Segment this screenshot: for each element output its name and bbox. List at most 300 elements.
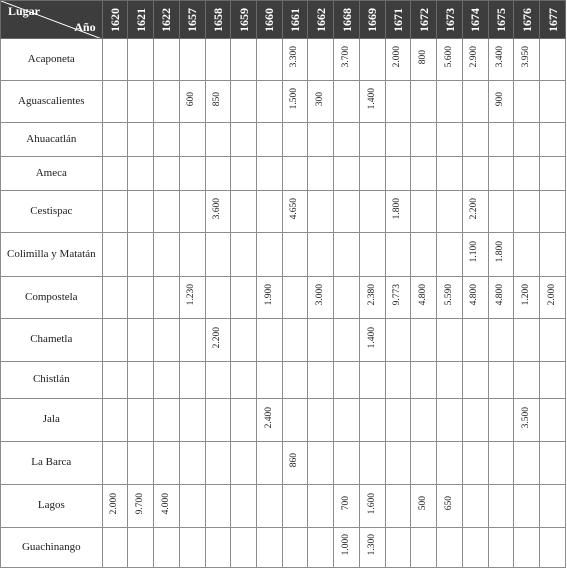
value-cell <box>205 157 231 191</box>
value-cell <box>308 233 334 277</box>
value-cell <box>514 191 540 233</box>
place-cell: Guachinango <box>1 528 103 568</box>
value-cell <box>411 233 437 277</box>
value-cell <box>282 319 308 362</box>
value-cell <box>488 319 514 362</box>
value-text: 2.000 <box>392 46 403 68</box>
value-cell <box>437 157 463 191</box>
value-cell <box>385 277 411 319</box>
value-cell <box>437 528 463 568</box>
value-cell <box>102 442 128 485</box>
value-cell <box>154 191 180 233</box>
value-cell <box>540 123 566 157</box>
value-cell <box>514 277 540 319</box>
value-cell <box>205 123 231 157</box>
value-cell <box>308 81 334 123</box>
year-label: 1676 <box>519 7 534 32</box>
year-label: 1660 <box>262 7 277 32</box>
value-cell <box>282 39 308 81</box>
value-cell <box>231 319 257 362</box>
value-cell <box>334 277 360 319</box>
value-text: 3.600 <box>212 198 223 220</box>
value-cell <box>179 442 205 485</box>
value-text: 2.200 <box>469 198 480 220</box>
corner-header <box>1 1 103 39</box>
value-text: 2.200 <box>212 326 223 349</box>
value-cell <box>488 442 514 485</box>
value-cell <box>257 528 283 568</box>
value-text: 5.600 <box>443 46 454 68</box>
value-text: 1.500 <box>289 88 300 110</box>
value-cell <box>231 233 257 277</box>
year-header <box>282 1 308 39</box>
value-cell <box>179 191 205 233</box>
value-cell <box>437 39 463 81</box>
value-cell <box>488 81 514 123</box>
table-body <box>1 39 566 568</box>
value-cell <box>128 319 154 362</box>
value-cell <box>411 81 437 123</box>
value-cell <box>257 123 283 157</box>
value-text: 5.590 <box>443 284 454 306</box>
value-cell <box>385 528 411 568</box>
year-label: 1657 <box>185 7 200 32</box>
value-cell <box>334 39 360 81</box>
value-cell <box>359 319 385 362</box>
value-text: 860 <box>289 453 300 468</box>
year-header <box>179 1 205 39</box>
value-cell <box>282 123 308 157</box>
value-text: 1.600 <box>366 492 377 515</box>
year-label: 1661 <box>288 7 303 32</box>
place-cell: La Barca <box>1 442 103 485</box>
value-text: 1.800 <box>392 198 403 220</box>
value-cell <box>102 485 128 528</box>
value-cell <box>385 399 411 442</box>
value-cell <box>359 442 385 485</box>
value-cell <box>179 277 205 319</box>
value-cell <box>411 157 437 191</box>
value-cell <box>540 191 566 233</box>
value-cell <box>437 362 463 399</box>
value-cell <box>231 362 257 399</box>
value-cell <box>540 39 566 81</box>
year-header <box>257 1 283 39</box>
value-cell <box>102 157 128 191</box>
value-cell <box>385 191 411 233</box>
year-axis-label: Año <box>74 20 96 34</box>
value-cell <box>282 157 308 191</box>
year-label: 1669 <box>365 7 380 32</box>
value-cell <box>257 277 283 319</box>
place-cell: Chametla <box>1 319 103 362</box>
value-cell <box>334 485 360 528</box>
value-text: 1.000 <box>340 534 351 556</box>
value-cell <box>154 233 180 277</box>
value-cell <box>257 191 283 233</box>
value-cell <box>359 191 385 233</box>
value-cell <box>385 81 411 123</box>
year-label: 1658 <box>210 7 225 32</box>
value-cell <box>102 123 128 157</box>
value-cell <box>514 123 540 157</box>
year-header <box>205 1 231 39</box>
value-cell <box>205 399 231 442</box>
year-header <box>231 1 257 39</box>
value-cell <box>205 191 231 233</box>
value-cell <box>128 362 154 399</box>
year-label: 1677 <box>545 7 560 32</box>
value-cell <box>462 39 488 81</box>
year-label: 1674 <box>468 7 483 32</box>
value-text: 3.400 <box>495 46 506 68</box>
value-cell <box>257 442 283 485</box>
value-cell <box>514 157 540 191</box>
value-cell <box>334 157 360 191</box>
value-cell <box>385 362 411 399</box>
value-cell <box>205 277 231 319</box>
value-cell <box>514 39 540 81</box>
value-cell <box>540 81 566 123</box>
value-cell <box>437 277 463 319</box>
value-text: 2.000 <box>109 492 120 515</box>
value-cell <box>128 233 154 277</box>
value-cell <box>231 123 257 157</box>
value-cell <box>205 233 231 277</box>
value-text: 1.400 <box>366 88 377 110</box>
value-cell <box>462 233 488 277</box>
place-cell: Cestispac <box>1 191 103 233</box>
value-cell <box>205 39 231 81</box>
value-cell <box>514 528 540 568</box>
value-cell <box>257 157 283 191</box>
value-cell <box>540 319 566 362</box>
value-cell <box>488 191 514 233</box>
value-cell <box>488 157 514 191</box>
value-cell <box>179 123 205 157</box>
value-text: 2.400 <box>263 406 274 429</box>
value-cell <box>102 191 128 233</box>
value-cell <box>308 277 334 319</box>
year-label: 1668 <box>339 7 354 32</box>
value-cell <box>488 39 514 81</box>
value-cell <box>179 399 205 442</box>
value-cell <box>514 319 540 362</box>
value-cell <box>540 157 566 191</box>
value-cell <box>334 399 360 442</box>
value-cell <box>154 81 180 123</box>
value-text: 3.000 <box>315 284 326 306</box>
value-cell <box>282 233 308 277</box>
value-cell <box>359 528 385 568</box>
value-cell <box>462 81 488 123</box>
value-cell <box>334 442 360 485</box>
value-text: 3.500 <box>520 406 531 429</box>
value-cell <box>308 39 334 81</box>
value-cell <box>411 277 437 319</box>
year-header <box>308 1 334 39</box>
value-cell <box>411 319 437 362</box>
value-cell <box>102 233 128 277</box>
value-cell <box>462 191 488 233</box>
value-cell <box>128 191 154 233</box>
value-text: 300 <box>315 91 326 107</box>
value-cell <box>257 485 283 528</box>
value-cell <box>437 319 463 362</box>
value-cell <box>488 123 514 157</box>
value-text: 500 <box>418 496 429 511</box>
value-cell <box>102 81 128 123</box>
value-cell <box>179 157 205 191</box>
value-text: 4.800 <box>495 284 506 306</box>
value-cell <box>128 39 154 81</box>
value-cell <box>205 319 231 362</box>
value-cell <box>282 442 308 485</box>
value-cell <box>540 399 566 442</box>
table-row <box>1 528 566 568</box>
place-cell: Ameca <box>1 157 103 191</box>
value-cell <box>154 157 180 191</box>
value-cell <box>102 277 128 319</box>
value-cell <box>462 399 488 442</box>
value-cell <box>359 485 385 528</box>
value-cell <box>102 528 128 568</box>
value-cell <box>128 157 154 191</box>
value-cell <box>257 399 283 442</box>
value-cell <box>179 39 205 81</box>
value-cell <box>462 157 488 191</box>
value-text: 850 <box>212 91 223 107</box>
value-cell <box>102 362 128 399</box>
value-cell <box>385 319 411 362</box>
value-cell <box>462 362 488 399</box>
value-cell <box>308 157 334 191</box>
value-cell <box>437 442 463 485</box>
value-cell <box>308 442 334 485</box>
value-cell <box>359 362 385 399</box>
place-cell: Colimilla y Matatán <box>1 233 103 277</box>
table-row <box>1 39 566 81</box>
value-cell <box>411 399 437 442</box>
value-cell <box>488 528 514 568</box>
value-cell <box>282 277 308 319</box>
value-cell <box>437 399 463 442</box>
value-cell <box>334 81 360 123</box>
value-cell <box>282 399 308 442</box>
header-row <box>1 1 566 39</box>
value-cell <box>334 123 360 157</box>
value-text: 4.800 <box>418 284 429 306</box>
value-cell <box>154 442 180 485</box>
value-cell <box>128 81 154 123</box>
value-cell <box>359 277 385 319</box>
value-text: 9.773 <box>392 284 403 306</box>
value-cell <box>282 81 308 123</box>
value-cell <box>231 39 257 81</box>
value-cell <box>308 191 334 233</box>
value-text: 1.400 <box>366 326 377 349</box>
value-text: 650 <box>443 496 454 511</box>
value-cell <box>540 277 566 319</box>
value-cell <box>462 528 488 568</box>
value-cell <box>334 319 360 362</box>
year-header <box>411 1 437 39</box>
value-cell <box>102 319 128 362</box>
year-label: 1671 <box>391 7 406 32</box>
value-cell <box>308 485 334 528</box>
table-row <box>1 485 566 528</box>
value-cell <box>205 485 231 528</box>
value-cell <box>231 442 257 485</box>
value-cell <box>231 81 257 123</box>
value-cell <box>359 399 385 442</box>
table-row <box>1 233 566 277</box>
value-cell <box>257 233 283 277</box>
place-axis-label: Lugar <box>8 4 41 18</box>
year-header <box>488 1 514 39</box>
value-cell <box>514 81 540 123</box>
value-text: 3.300 <box>289 46 300 68</box>
year-header <box>514 1 540 39</box>
value-cell <box>514 485 540 528</box>
value-cell <box>462 485 488 528</box>
value-cell <box>102 399 128 442</box>
value-cell <box>462 319 488 362</box>
value-cell <box>514 399 540 442</box>
value-cell <box>540 485 566 528</box>
value-cell <box>179 319 205 362</box>
value-cell <box>514 362 540 399</box>
value-cell <box>282 191 308 233</box>
value-cell <box>282 362 308 399</box>
year-header <box>154 1 180 39</box>
value-cell <box>205 362 231 399</box>
value-cell <box>385 485 411 528</box>
table-row <box>1 157 566 191</box>
value-text: 900 <box>495 91 506 107</box>
value-cell <box>385 123 411 157</box>
value-text: 1.200 <box>520 284 531 306</box>
year-header <box>128 1 154 39</box>
value-cell <box>128 277 154 319</box>
value-cell <box>437 485 463 528</box>
value-cell <box>385 39 411 81</box>
value-cell <box>154 123 180 157</box>
value-text: 1.300 <box>366 534 377 556</box>
value-cell <box>359 233 385 277</box>
value-cell <box>359 157 385 191</box>
table-row <box>1 277 566 319</box>
value-cell <box>488 233 514 277</box>
value-cell <box>462 442 488 485</box>
year-label: 1621 <box>133 7 148 32</box>
value-cell <box>462 123 488 157</box>
value-cell <box>257 319 283 362</box>
year-header <box>540 1 566 39</box>
value-cell <box>411 123 437 157</box>
place-cell: Ahuacatlán <box>1 123 103 157</box>
value-cell <box>411 485 437 528</box>
place-cell: Aguascalientes <box>1 81 103 123</box>
value-text: 2.000 <box>546 284 557 306</box>
value-cell <box>179 233 205 277</box>
value-cell <box>308 528 334 568</box>
value-cell <box>540 362 566 399</box>
year-header <box>334 1 360 39</box>
place-cell: Jala <box>1 399 103 442</box>
year-label: 1620 <box>107 7 122 32</box>
value-cell <box>359 39 385 81</box>
year-header <box>462 1 488 39</box>
value-cell <box>334 191 360 233</box>
value-cell <box>308 362 334 399</box>
year-header <box>359 1 385 39</box>
value-cell <box>231 528 257 568</box>
value-cell <box>411 528 437 568</box>
value-cell <box>179 362 205 399</box>
value-cell <box>179 485 205 528</box>
value-cell <box>257 39 283 81</box>
value-cell <box>488 362 514 399</box>
value-cell <box>411 362 437 399</box>
table-row <box>1 362 566 399</box>
place-cell: Compostela <box>1 277 103 319</box>
value-cell <box>282 528 308 568</box>
value-cell <box>308 399 334 442</box>
value-cell <box>411 39 437 81</box>
value-text: 9.700 <box>134 492 145 515</box>
value-cell <box>334 362 360 399</box>
value-cell <box>154 528 180 568</box>
value-cell <box>154 362 180 399</box>
year-label: 1659 <box>236 7 251 32</box>
value-cell <box>205 81 231 123</box>
value-cell <box>437 233 463 277</box>
value-cell <box>282 485 308 528</box>
value-text: 2.380 <box>366 284 377 306</box>
table-row <box>1 191 566 233</box>
year-label: 1672 <box>416 7 431 32</box>
value-cell <box>385 442 411 485</box>
value-text: 600 <box>186 91 197 107</box>
value-cell <box>385 157 411 191</box>
table-row <box>1 399 566 442</box>
value-cell <box>385 233 411 277</box>
table-row <box>1 319 566 362</box>
year-header <box>437 1 463 39</box>
value-cell <box>411 191 437 233</box>
value-text: 700 <box>340 496 351 511</box>
value-text: 4.650 <box>289 198 300 220</box>
value-cell <box>334 233 360 277</box>
value-cell <box>231 485 257 528</box>
value-cell <box>488 485 514 528</box>
value-cell <box>231 191 257 233</box>
value-cell <box>540 528 566 568</box>
value-cell <box>359 123 385 157</box>
value-cell <box>179 81 205 123</box>
value-cell <box>359 81 385 123</box>
value-cell <box>514 233 540 277</box>
value-cell <box>231 277 257 319</box>
value-text: 1.900 <box>263 284 274 306</box>
value-cell <box>205 528 231 568</box>
value-cell <box>231 157 257 191</box>
value-cell <box>128 123 154 157</box>
value-cell <box>437 81 463 123</box>
value-text: 800 <box>418 49 429 65</box>
value-cell <box>514 442 540 485</box>
